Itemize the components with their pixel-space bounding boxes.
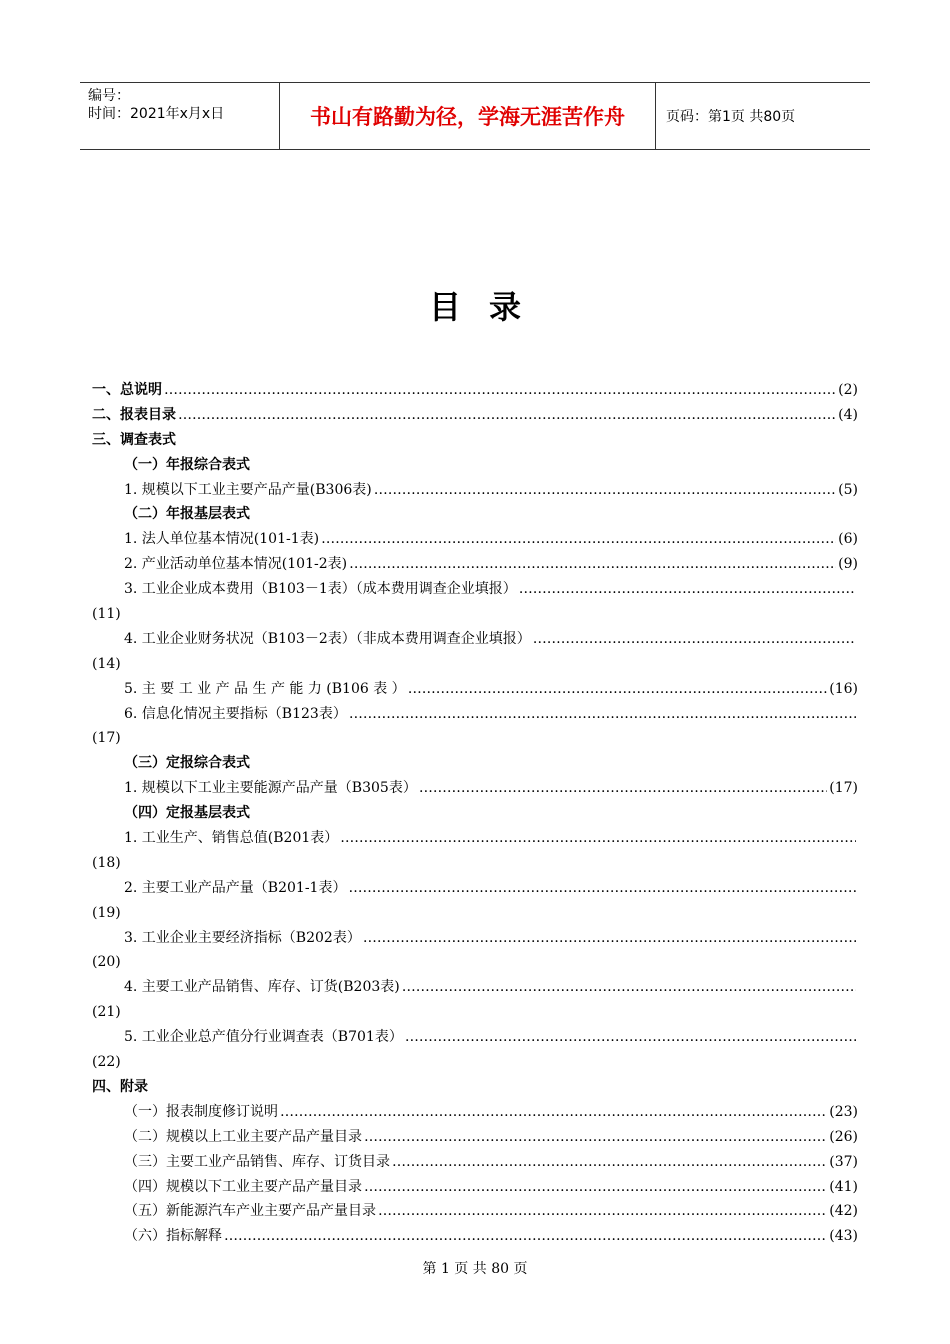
toc-entry-page: (16): [829, 680, 858, 697]
toc-entry[interactable]: [92, 950, 858, 975]
toc-entry-label: （二）规模以上工业主要产品产量目录: [124, 1128, 362, 1145]
toc-entry[interactable]: [92, 602, 858, 627]
table-of-contents: [92, 378, 858, 1249]
toc-entry[interactable]: [92, 801, 858, 826]
toc-entry-label: (11): [92, 606, 121, 623]
toc-leader-dots: [164, 378, 836, 403]
toc-entry-page: (26): [829, 1128, 858, 1145]
toc-leader-dots: [348, 876, 856, 901]
toc-leader-dots: [349, 702, 856, 727]
toc-entry[interactable]: [92, 1199, 858, 1224]
toc-leader-dots: [280, 1100, 827, 1125]
toc-entry-label: 一、总说明: [92, 382, 162, 398]
toc-entry[interactable]: [92, 1125, 858, 1150]
toc-entry-page: (42): [829, 1203, 858, 1220]
toc-entry-label: (18): [92, 854, 121, 871]
toc-entry[interactable]: [92, 428, 858, 453]
toc-entry[interactable]: [92, 776, 858, 801]
toc-leader-dots: [378, 1199, 827, 1224]
toc-entry[interactable]: [92, 1224, 858, 1249]
toc-entry-label: （一）报表制度修订说明: [124, 1103, 278, 1120]
toc-entry[interactable]: [92, 453, 858, 478]
toc-entry[interactable]: [92, 702, 858, 727]
toc-entry-page: (5): [838, 481, 858, 498]
toc-entry-label: （三）主要工业产品销售、库存、订货目录: [124, 1153, 390, 1170]
toc-entry-label: 1. 规模以下工业主要能源产品产量（B305表）: [124, 780, 417, 797]
toc-entry-label: （三）定报综合表式: [124, 755, 250, 772]
page-footer: 第 1 页 共 80 页: [422, 1261, 528, 1277]
toc-entry-label: 3. 工业企业主要经济指标（B202表）: [124, 929, 361, 946]
toc-leader-dots: [364, 1175, 827, 1200]
toc-entry-page: (4): [838, 406, 858, 423]
toc-entry[interactable]: [92, 975, 858, 1000]
toc-entry[interactable]: [92, 1150, 858, 1175]
toc-entry[interactable]: [92, 478, 858, 503]
toc-leader-dots: [419, 776, 827, 801]
toc-entry-label: （六）指标解释: [124, 1228, 222, 1245]
toc-leader-dots: [224, 1224, 827, 1249]
toc-entry-label: 2. 产业活动单位基本情况(101-2表): [124, 556, 348, 573]
toc-entry-label: (21): [92, 1004, 121, 1021]
toc-entry-page: (41): [829, 1178, 858, 1195]
toc-entry[interactable]: [92, 751, 858, 776]
toc-entry[interactable]: [92, 502, 858, 527]
toc-entry-label: 四、附录: [92, 1078, 148, 1095]
toc-leader-dots: [392, 1150, 827, 1175]
toc-entry-page: (2): [838, 382, 858, 398]
toc-entry-page: (9): [838, 556, 858, 573]
toc-entry-label: （五）新能源汽车产业主要产品产量目录: [124, 1203, 376, 1220]
toc-entry[interactable]: [92, 378, 858, 403]
toc-entry-label: (22): [92, 1054, 121, 1071]
toc-leader-dots: [374, 478, 836, 503]
number-label: 编号：: [88, 88, 130, 104]
toc-entry-label: (20): [92, 954, 121, 971]
toc-leader-dots: [363, 926, 856, 951]
page-header: [80, 82, 870, 150]
toc-leader-dots: [408, 677, 828, 702]
toc-entry-page: (37): [829, 1153, 858, 1170]
toc-leader-dots: [405, 1025, 856, 1050]
header-motto: 书山有路勤为径，学海无涯苦作舟: [280, 83, 656, 149]
toc-leader-dots: [321, 527, 836, 552]
toc-entry[interactable]: [92, 1050, 858, 1075]
time-label: 时间：2021年x月x日: [88, 106, 225, 122]
toc-entry-label: （四）规模以下工业主要产品产量目录: [124, 1178, 362, 1195]
toc-entry-page: (43): [829, 1228, 858, 1245]
toc-entry-label: 4. 主要工业产品销售、库存、订货(B203表): [124, 979, 400, 996]
toc-entry-page: (23): [829, 1103, 858, 1120]
toc-entry[interactable]: [92, 926, 858, 951]
toc-entry-label: 1. 工业生产、销售总值(B201表）: [124, 830, 339, 847]
toc-entry[interactable]: [92, 851, 858, 876]
header-meta: [80, 83, 280, 149]
toc-entry-label: 5. 主 要 工 业 产 品 生 产 能 力 (B106 表 ）: [124, 680, 406, 697]
toc-entry-label: （一）年报综合表式: [124, 456, 250, 473]
toc-entry-label: 二、报表目录: [92, 406, 176, 423]
toc-entry-label: 三、调查表式: [92, 431, 176, 448]
toc-entry[interactable]: [92, 627, 858, 652]
toc-leader-dots: [519, 577, 856, 602]
toc-entry[interactable]: [92, 1100, 858, 1125]
toc-entry-label: （四）定报基层表式: [124, 805, 250, 822]
header-page-info: 页码：第1页 共80页: [666, 109, 796, 125]
toc-entry-label: 3. 工业企业成本费用（B103－1表）（成本费用调查企业填报）: [124, 581, 517, 598]
toc-entry-label: 2. 主要工业产品产量（B201-1表）: [124, 879, 347, 896]
toc-entry[interactable]: [92, 1075, 858, 1100]
toc-entry[interactable]: [92, 652, 858, 677]
toc-entry[interactable]: [92, 1175, 858, 1200]
toc-entry-label: 5. 工业企业总产值分行业调查表（B701表）: [124, 1029, 403, 1046]
toc-entry-label: 1. 规模以下工业主要产品产量(B306表): [124, 481, 372, 498]
toc-entry[interactable]: [92, 527, 858, 552]
toc-entry[interactable]: [92, 403, 858, 428]
toc-entry-label: 1. 法人单位基本情况(101-1表): [124, 531, 320, 548]
toc-leader-dots: [364, 1125, 827, 1150]
toc-leader-dots: [340, 826, 856, 851]
toc-leader-dots: [349, 552, 836, 577]
toc-entry-label: （二）年报基层表式: [124, 506, 250, 523]
toc-entry-page: (6): [838, 531, 858, 548]
toc-leader-dots: [402, 975, 856, 1000]
toc-entry-label: (19): [92, 904, 121, 921]
toc-entry-label: (14): [92, 655, 121, 672]
page-title: 目录: [428, 288, 549, 326]
toc-leader-dots: [178, 403, 836, 428]
toc-entry[interactable]: [92, 552, 858, 577]
toc-entry[interactable]: [92, 1025, 858, 1050]
toc-entry[interactable]: [92, 1000, 858, 1025]
toc-entry[interactable]: [92, 901, 858, 926]
toc-entry[interactable]: [92, 826, 858, 851]
toc-entry-label: 4. 工业企业财务状况（B103－2表）（非成本费用调查企业填报）: [124, 630, 531, 647]
toc-leader-dots: [533, 627, 856, 652]
toc-entry-page: (17): [829, 780, 858, 797]
toc-entry-label: (17): [92, 730, 121, 747]
toc-entry[interactable]: [92, 876, 858, 901]
toc-entry[interactable]: [92, 677, 858, 702]
toc-entry[interactable]: [92, 726, 858, 751]
toc-entry[interactable]: [92, 577, 858, 602]
toc-entry-label: 6. 信息化情况主要指标（B123表）: [124, 705, 347, 722]
